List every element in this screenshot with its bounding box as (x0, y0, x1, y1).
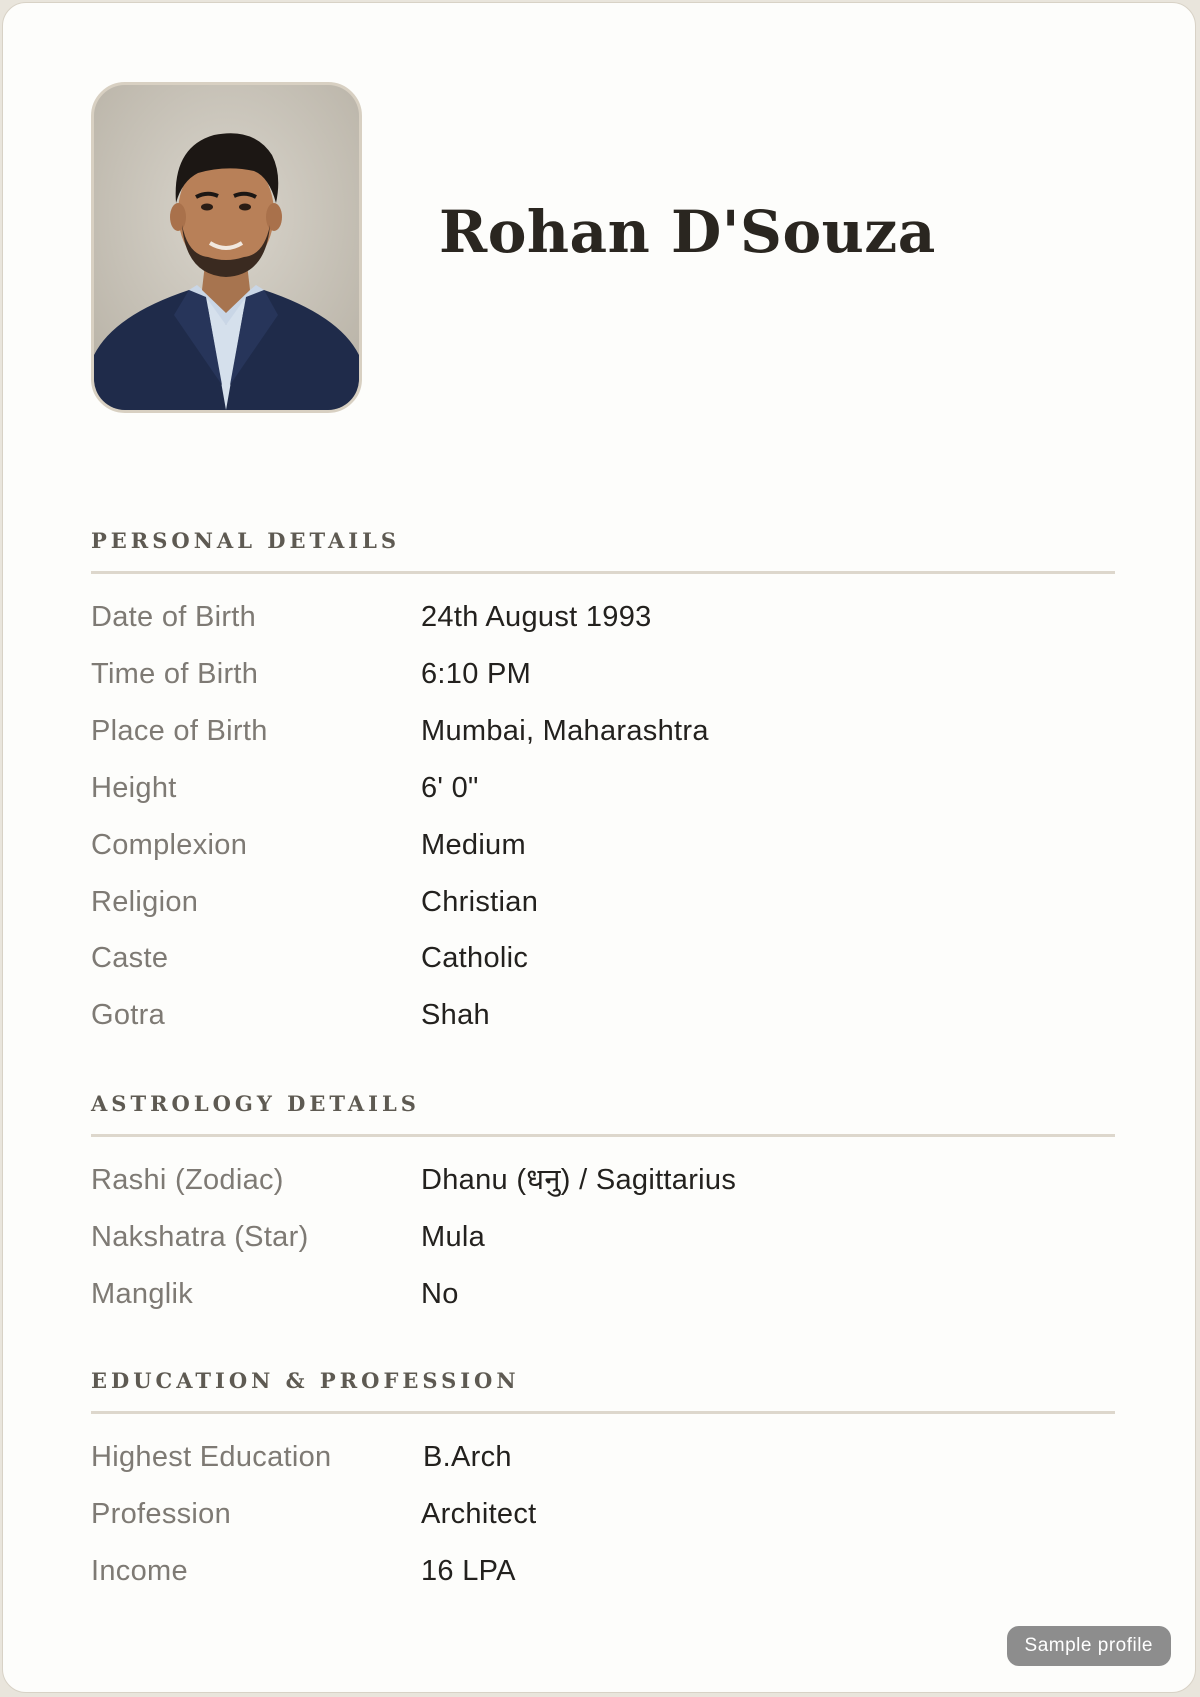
detail-row-nakshatra (91, 1217, 1131, 1257)
sample-profile-badge: Sample profile (1007, 1626, 1171, 1666)
detail-label: Complexion (91, 829, 248, 861)
detail-row-height (91, 768, 1131, 808)
detail-label: Income (91, 1555, 188, 1587)
detail-value: 24th August 1993 (421, 601, 652, 633)
detail-row-gotra (91, 995, 1131, 1035)
detail-label: Religion (91, 886, 199, 918)
detail-label: Time of Birth (91, 658, 259, 690)
section-divider (91, 1411, 1115, 1414)
detail-label: Date of Birth (91, 601, 257, 633)
detail-row-time-of-birth (91, 654, 1131, 694)
section-title-personal: PERSONAL DETAILS (91, 528, 401, 553)
section-divider (91, 571, 1115, 574)
detail-label: Caste (91, 942, 169, 974)
detail-value: Shah (421, 999, 490, 1031)
profile-photo (91, 82, 362, 413)
section-divider (91, 1134, 1115, 1137)
detail-row-income (91, 1551, 1131, 1591)
detail-label: Height (91, 772, 177, 804)
detail-row-rashi (91, 1160, 1131, 1200)
detail-row-highest-education (91, 1437, 1131, 1477)
detail-value: 16 LPA (421, 1555, 516, 1587)
detail-row-caste (91, 938, 1131, 978)
detail-label: Gotra (91, 999, 166, 1031)
detail-label: Rashi (Zodiac) (91, 1164, 284, 1196)
detail-label: Place of Birth (91, 715, 268, 747)
detail-value: Christian (421, 886, 539, 918)
detail-value: B.Arch (423, 1441, 512, 1473)
section-title-education: EDUCATION & PROFESSION (91, 1368, 520, 1393)
detail-row-complexion (91, 825, 1131, 865)
detail-value: Mula (421, 1221, 486, 1253)
detail-row-religion (91, 882, 1131, 922)
detail-value: Catholic (421, 942, 529, 974)
detail-label: Manglik (91, 1278, 194, 1310)
detail-value: 6:10 PM (421, 658, 532, 690)
detail-value: No (421, 1278, 459, 1310)
detail-row-profession (91, 1494, 1131, 1534)
detail-row-manglik (91, 1274, 1131, 1314)
detail-label: Nakshatra (Star) (91, 1221, 309, 1253)
detail-value: Mumbai, Maharashtra (421, 715, 709, 747)
detail-value: Architect (421, 1498, 537, 1530)
detail-value: 6' 0" (421, 772, 479, 804)
detail-value: Dhanu (धनु) / Sagittarius (421, 1164, 737, 1196)
detail-label: Profession (91, 1498, 232, 1530)
detail-label: Highest Education (91, 1441, 332, 1473)
detail-value: Medium (421, 829, 526, 861)
detail-row-place-of-birth (91, 711, 1131, 751)
profile-name: Rohan D'Souza (439, 198, 936, 266)
detail-row-date-of-birth (91, 597, 1131, 637)
section-title-astrology: ASTROLOGY DETAILS (91, 1091, 420, 1116)
profile-card (2, 2, 1196, 1693)
